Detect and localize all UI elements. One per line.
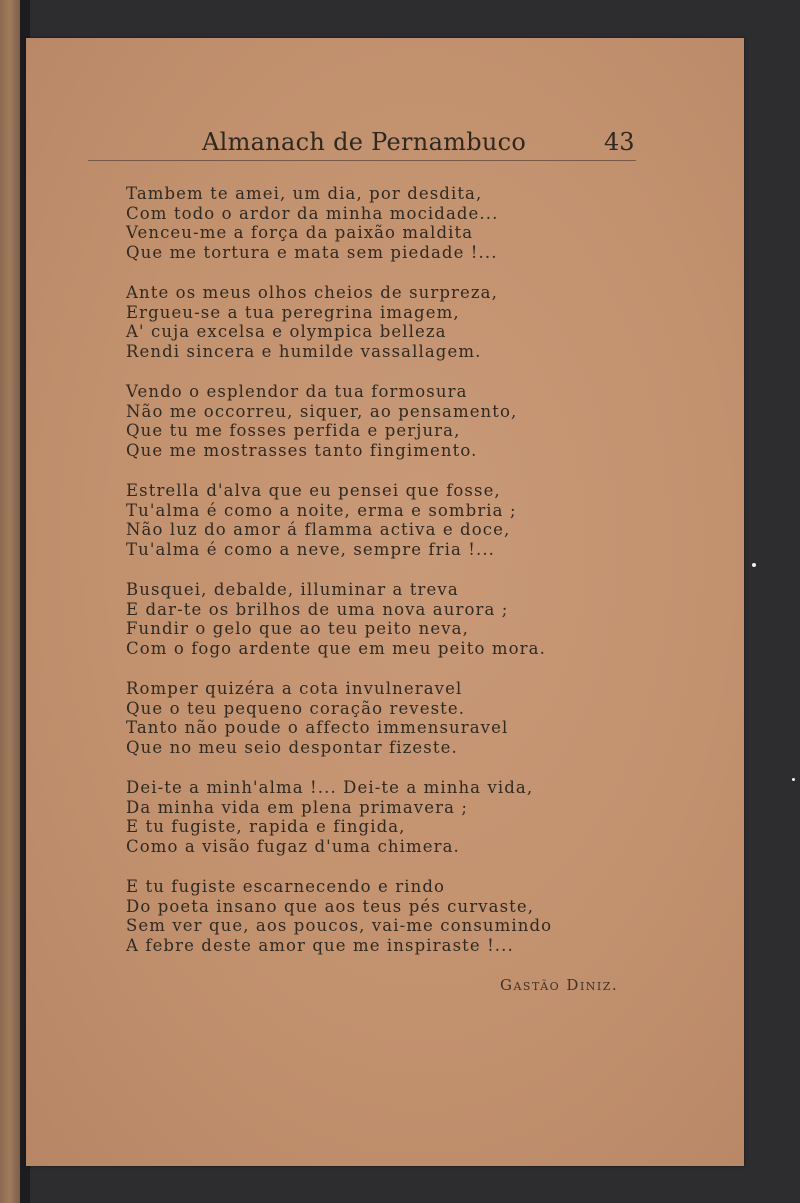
- poem-line: A febre deste amor que me inspiraste !...: [126, 935, 514, 955]
- stanza: [126, 679, 646, 757]
- poem-line: Com todo o ardor da minha mocidade...: [126, 203, 499, 223]
- running-title: Almanach de Pernambuco: [202, 128, 527, 156]
- poem-line: Tu'alma é como a neve, sempre fria !...: [126, 539, 496, 559]
- page-header: [26, 128, 744, 162]
- poem-line: Não me occorreu, siquer, ao pensamento,: [126, 401, 518, 421]
- stanza: [126, 382, 646, 460]
- poem-line: Ergueu-se a tua peregrina imagem,: [126, 302, 460, 322]
- dust-fleck: [752, 563, 756, 567]
- poem-line: E tu fugiste escarnecendo e rindo: [126, 877, 446, 896]
- poem-line: Venceu-me a força da paixão maldita: [126, 223, 474, 242]
- poem-line: Fundir o gelo que ao teu peito neva,: [126, 619, 469, 638]
- poem-line: Que me tortura e mata sem piedade !...: [126, 242, 498, 262]
- stanza: [126, 283, 646, 361]
- poem-line: E tu fugiste, rapida e fingida,: [126, 817, 406, 836]
- poem-line: Romper quizéra a cota invulneravel: [126, 679, 463, 698]
- poem-line: Tanto não poude o affecto immensuravel: [126, 718, 509, 737]
- stanza: [126, 184, 646, 262]
- poem-line: Com o fogo ardente que em meu peito mora.: [126, 638, 546, 658]
- stanza: [126, 481, 646, 559]
- stanza: [126, 877, 646, 955]
- poem-line: Sem ver que, aos poucos, vai-me consumindo: [126, 916, 553, 935]
- poem-line: Ante os meus olhos cheios de surpreza,: [126, 283, 498, 302]
- poem-line: Vendo o esplendor da tua formosura: [126, 382, 468, 401]
- poem-line: Que no meu seio despontar fizeste.: [126, 737, 458, 757]
- poem-line: E dar-te os brilhos de uma nova aurora ;: [126, 599, 509, 619]
- book-page: [26, 38, 744, 1166]
- poem-line: Tu'alma é como a noite, erma e sombria ;: [126, 500, 517, 520]
- author-signature: Gastão Diniz.: [500, 976, 619, 994]
- poem-line: Tambem te amei, um dia, por desdita,: [126, 184, 483, 203]
- poem-line: Busquei, debalde, illuminar a treva: [126, 580, 459, 599]
- poem: [126, 184, 646, 976]
- poem-line: Que tu me fosses perfida e perjura,: [126, 421, 461, 440]
- poem-line: Não luz do amor á flamma activa e doce,: [126, 520, 511, 539]
- stanza: [126, 580, 646, 658]
- poem-line: Como a visão fugaz d'uma chimera.: [126, 836, 460, 856]
- poem-line: Dei-te a minh'alma !... Dei-te a minha vida,: [126, 778, 534, 797]
- poem-line: Estrella d'alva que eu pensei que fosse,: [126, 481, 501, 500]
- dust-fleck: [792, 778, 795, 781]
- header-rule: [88, 160, 636, 161]
- poem-line: Do poeta insano que aos teus pés curvaste,: [126, 896, 535, 916]
- page-number: 43: [604, 128, 635, 156]
- poem-line: Que o teu pequeno coração reveste.: [126, 698, 466, 718]
- poem-line: Que me mostrasses tanto fingimento.: [126, 440, 478, 460]
- poem-line: Rendi sincera e humilde vassallagem.: [126, 341, 482, 361]
- stanza: [126, 778, 646, 856]
- poem-line: A' cuja excelsa e olympica belleza: [126, 322, 447, 341]
- poem-line: Da minha vida em plena primavera ;: [126, 797, 469, 817]
